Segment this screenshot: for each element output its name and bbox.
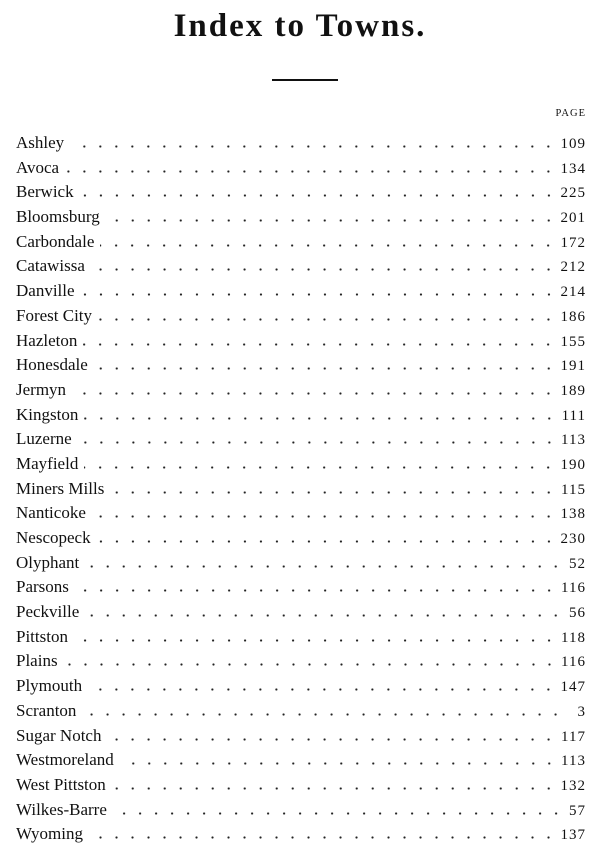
dot-leader xyxy=(70,145,556,148)
dot-leader xyxy=(84,466,556,469)
town-name: Carbondale xyxy=(16,231,95,251)
page-title: Index to Towns. xyxy=(173,8,427,44)
town-name: Scranton xyxy=(16,700,77,720)
page-number: 57 xyxy=(569,802,586,819)
index-entry xyxy=(16,724,586,749)
town-name: Parsons xyxy=(16,577,69,597)
index-entry xyxy=(16,329,586,354)
index-entry xyxy=(16,748,586,773)
page-number: 116 xyxy=(561,580,586,597)
dot-leader xyxy=(84,417,557,420)
index-entry xyxy=(16,403,586,428)
page-number: 201 xyxy=(560,210,586,227)
index-entry xyxy=(16,699,586,724)
dot-leader xyxy=(120,762,557,765)
dot-leader xyxy=(74,639,557,642)
dot-leader xyxy=(81,293,557,296)
index-entry xyxy=(16,477,586,502)
dot-leader xyxy=(80,194,557,197)
index-entry xyxy=(16,353,586,378)
dot-leader xyxy=(91,268,557,271)
dot-leader xyxy=(112,787,557,790)
index-entry xyxy=(16,452,586,477)
town-name: West Pittston xyxy=(16,774,106,794)
page-number: 137 xyxy=(560,827,586,844)
town-name: Nescopeck xyxy=(16,528,91,547)
title-rule xyxy=(272,79,338,81)
dot-leader xyxy=(110,491,557,494)
index-entry xyxy=(16,205,586,230)
page-number: 172 xyxy=(560,234,586,251)
page-number: 132 xyxy=(560,777,586,794)
town-name: Luzerne xyxy=(16,429,72,449)
page-number: 111 xyxy=(561,407,586,424)
page-number: 118 xyxy=(561,629,586,646)
index-entry xyxy=(16,798,586,823)
dot-leader xyxy=(64,663,557,666)
index-entry xyxy=(16,501,586,526)
page-number: 134 xyxy=(560,160,586,177)
page-number: 116 xyxy=(561,654,586,671)
town-name: Wyoming xyxy=(16,824,83,844)
page-number: 117 xyxy=(561,728,586,745)
dot-leader xyxy=(100,244,556,247)
town-name: Hazleton xyxy=(16,330,78,350)
index-entry xyxy=(16,526,586,551)
town-name: Plymouth xyxy=(16,676,83,696)
index-entry xyxy=(16,600,586,625)
town-name: Jermyn xyxy=(16,379,67,399)
page-number: 189 xyxy=(560,382,586,399)
dot-leader xyxy=(106,219,557,222)
index-entry xyxy=(16,180,586,205)
index-entry xyxy=(16,773,586,798)
index-entry xyxy=(16,131,586,156)
town-name: Nanticoke xyxy=(16,503,86,523)
page-number: 113 xyxy=(561,432,586,449)
town-name: Olyphant xyxy=(16,552,80,572)
page-number: 109 xyxy=(560,136,586,152)
town-name: Ashley xyxy=(16,133,65,152)
page-number: 230 xyxy=(560,531,586,547)
index-entry xyxy=(16,551,586,576)
town-name: Catawissa xyxy=(16,256,85,276)
page-number: 214 xyxy=(560,284,586,301)
index-entry xyxy=(16,822,586,847)
town-name: Avoca xyxy=(16,157,60,177)
dot-leader xyxy=(72,392,556,395)
town-name: Bloomsburg xyxy=(16,207,100,227)
dot-leader xyxy=(78,441,557,444)
page-number: 56 xyxy=(569,605,586,622)
page-number: 155 xyxy=(560,333,586,350)
dot-leader xyxy=(85,614,564,617)
town-name: Kingston xyxy=(16,404,79,424)
page-number: 147 xyxy=(560,679,586,696)
dot-leader xyxy=(98,318,556,321)
dot-leader xyxy=(97,540,557,543)
index-entry xyxy=(16,304,586,329)
index-entry xyxy=(16,378,586,403)
dot-leader xyxy=(75,589,557,592)
dot-leader xyxy=(107,738,557,741)
dot-leader xyxy=(85,565,564,568)
dot-leader xyxy=(89,836,557,839)
town-name: Westmoreland xyxy=(16,750,114,770)
index-entry xyxy=(16,156,586,181)
page-number: 115 xyxy=(561,481,586,498)
dot-leader xyxy=(65,170,556,173)
index-entry xyxy=(16,674,586,699)
index-entry xyxy=(16,230,586,255)
town-name: Forest City xyxy=(16,305,93,325)
index-entry xyxy=(16,649,586,674)
dot-leader xyxy=(94,367,557,370)
page-number: 191 xyxy=(560,358,586,375)
town-name: Honesdale xyxy=(16,355,88,375)
index-entry xyxy=(16,625,586,650)
town-index-list xyxy=(16,131,586,847)
page-number: 3 xyxy=(577,703,586,720)
town-name: Miners Mills xyxy=(16,478,105,498)
page-number: 212 xyxy=(560,259,586,276)
page-number: 52 xyxy=(569,555,586,572)
dot-leader xyxy=(83,343,556,346)
page-number: 190 xyxy=(560,456,586,473)
page-number: 186 xyxy=(560,308,586,325)
town-name: Plains xyxy=(16,651,58,671)
dot-leader xyxy=(92,515,557,518)
dot-leader xyxy=(113,812,564,815)
index-entry xyxy=(16,279,586,304)
index-entry xyxy=(16,427,586,452)
town-name: Mayfield xyxy=(16,453,79,473)
index-entry xyxy=(16,575,586,600)
page-number: 138 xyxy=(560,506,586,523)
page-number: 113 xyxy=(561,753,586,770)
town-name: Peckville xyxy=(16,602,80,622)
town-name: Wilkes-Barre xyxy=(16,799,107,819)
page-column-heading: PAGE xyxy=(555,108,586,119)
index-entry xyxy=(16,254,586,279)
town-name: Berwick xyxy=(16,182,74,202)
town-name: Danville xyxy=(16,281,75,301)
town-name: Sugar Notch xyxy=(16,725,102,745)
dot-leader xyxy=(88,688,556,691)
town-name: Pittston xyxy=(16,626,68,646)
page-number: 225 xyxy=(560,185,586,202)
dot-leader xyxy=(82,713,564,716)
